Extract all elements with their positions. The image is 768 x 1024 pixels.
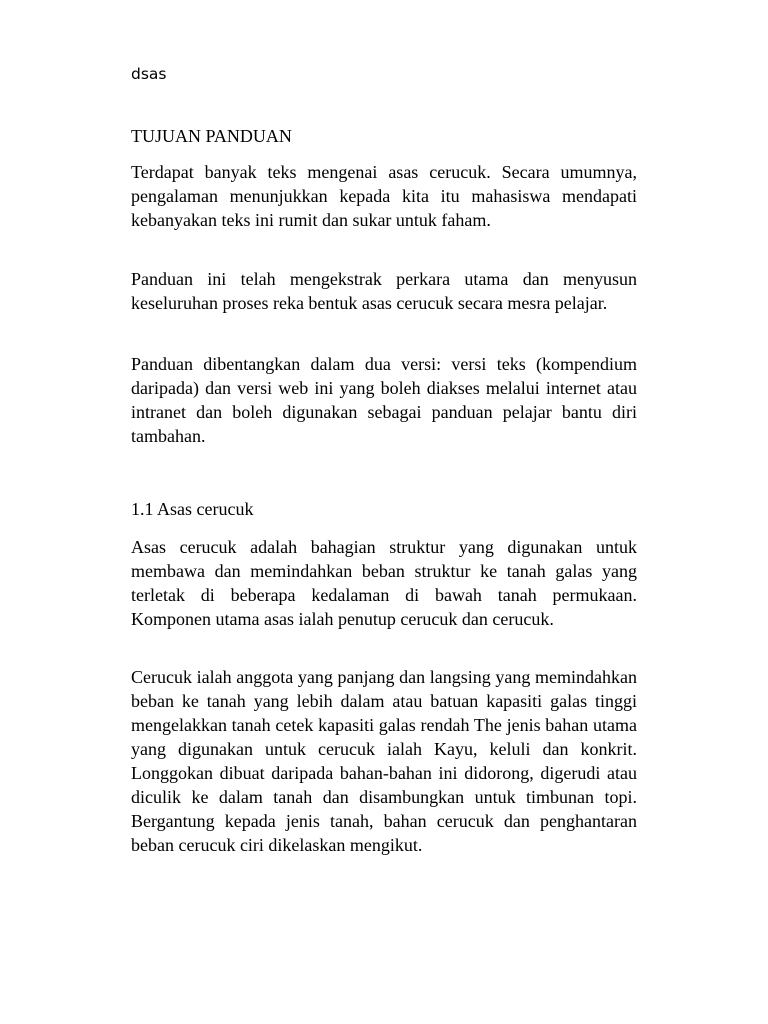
- paragraph-cerucuk-details: Cerucuk ialah anggota yang panjang dan langsing yang memindahkan beban ke tanah yang lebih dalam atau batuan kapasiti galas tinggi mengelakkan tanah cetek kapasiti galas rendah The jenis bahan utama yang digunakan untuk cerucuk ialah Kayu, keluli dan konkrit. Longgokan dibuat daripada bahan-bahan ini didorong, digerudi atau diculik ke dalam tanah dan disambungkan untuk timbunan topi. Bergantung kepada jenis tanah, bahan cerucuk dan penghantaran beban cerucuk ciri dikelaskan mengikut.: [131, 667, 637, 855]
- paragraph-extraction: Panduan ini telah mengekstrak perkara utama dan menyusun keseluruhan proses reka bentuk asas cerucuk secara mesra pelajar.: [131, 269, 637, 313]
- paragraph-versions: Panduan dibentangkan dalam dua versi: versi teks (kompendium daripada) dan versi web ini yang boleh diakses melalui internet atau intranet dan boleh digunakan sebagai panduan pelajar bantu diri tambahan.: [131, 354, 637, 446]
- section-heading-asas-cerucuk: 1.1 Asas cerucuk: [131, 499, 254, 519]
- header-word: dsas: [131, 65, 167, 83]
- paragraph-intro: Terdapat banyak teks mengenai asas cerucuk. Secara umumnya, pengalaman menunjukkan kepada kita itu mahasiswa mendapati kebanyakan teks ini rumit dan sukar untuk faham.: [131, 162, 637, 230]
- paragraph-definition: Asas cerucuk adalah bahagian struktur yang digunakan untuk membawa dan memindahkan beban struktur ke tanah galas yang terletak di beberapa kedalaman di bawah tanah permukaan. Komponen utama asas ialah penutup cerucuk dan cerucuk.: [131, 537, 637, 629]
- section-heading-tujuan-panduan: TUJUAN PANDUAN: [131, 126, 292, 146]
